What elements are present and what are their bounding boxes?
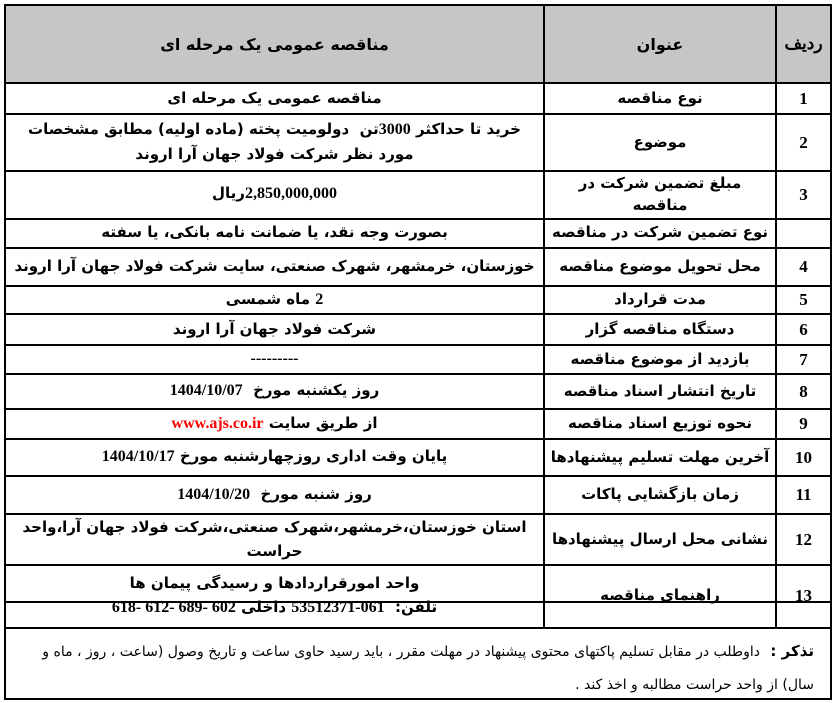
- table-header-row: [5, 5, 831, 83]
- table-row: [5, 345, 831, 374]
- value-text: خوزستان، خرمشهر، شهرک صنعتی، سایت شرکت فولاد جهان آرا اروند: [14, 256, 535, 275]
- row-title-cell: موضوع: [544, 114, 776, 171]
- value-text: ریال: [212, 184, 245, 203]
- row-number-cell: 4: [776, 248, 831, 286]
- row-number-cell: 2: [776, 114, 831, 171]
- row-value-cell: [5, 219, 544, 248]
- value-line: [11, 445, 538, 470]
- note-box: [4, 598, 832, 700]
- value-line: [11, 182, 538, 207]
- row-number-cell: 1: [776, 83, 831, 114]
- value-number: 061-53512371: [291, 598, 385, 616]
- row-number-cell: 13: [776, 565, 831, 628]
- row-value-cell: [5, 114, 544, 171]
- row-number-cell: 8: [776, 374, 831, 409]
- tender-table-wrap: [4, 4, 832, 629]
- value-line: [11, 412, 538, 437]
- table-row: [5, 219, 831, 248]
- value-line: [11, 288, 538, 313]
- row-number-cell: [776, 219, 831, 248]
- value-text: روز یکشنبه مورخ: [242, 381, 380, 400]
- header-title: عنوان: [544, 5, 776, 83]
- value-number: 3000: [378, 121, 411, 139]
- row-value-cell: [5, 439, 544, 476]
- row-title-cell: دستگاه مناقصه گزار: [544, 314, 776, 345]
- value-number: 602 -689 -612 -618: [111, 598, 236, 616]
- value-number: 1404/10/07: [169, 382, 243, 400]
- table-row: [5, 409, 831, 439]
- note-text: داوطلب در مقابل تسلیم پاکتهای محتوی پیشنهاد در مهلت مقرر ، باید رسید حاوی ساعت و تاریخ وصول (ساعت ، روز ، ماه و سال) از واحد حراست مطالبه و اخذ کند .: [42, 644, 814, 693]
- row-number-cell: 10: [776, 439, 831, 476]
- value-line: [11, 318, 538, 341]
- value-text: ماه شمسی: [225, 289, 316, 308]
- table-row: [5, 476, 831, 514]
- row-value-cell: [5, 409, 544, 439]
- value-line: [11, 255, 538, 278]
- row-title-cell: محل تحویل موضوع مناقصه: [544, 248, 776, 286]
- row-value-cell: [5, 248, 544, 286]
- value-line: [11, 379, 538, 404]
- row-title-cell: تاریخ انتشار اسناد مناقصه: [544, 374, 776, 409]
- row-title-cell: زمان بازگشایی پاکات: [544, 476, 776, 514]
- table-row: [5, 248, 831, 286]
- table-row: [5, 286, 831, 315]
- row-value-cell: [5, 514, 544, 565]
- row-title-cell: آخرین مهلت تسلیم پیشنهادها: [544, 439, 776, 476]
- value-line: [11, 221, 538, 244]
- row-number-cell: 9: [776, 409, 831, 439]
- value-number: 2,850,000,000: [244, 185, 337, 203]
- website-link[interactable]: www.ajs.co.ir: [171, 414, 264, 432]
- value-text: تن دولومیت پخته (ماده اولیه) مطابق مشخصات مورد نظر شرکت فولاد جهان آرا اروند: [28, 120, 414, 164]
- table-row: [5, 374, 831, 409]
- row-value-cell: [5, 83, 544, 114]
- tender-table-body: [5, 83, 831, 628]
- value-text: استان خوزستان،خرمشهر،شهرک صنعتی،شرکت فولاد جهان آرا،واحد حراست: [22, 518, 527, 560]
- value-text: داخلی: [235, 597, 292, 616]
- row-value-cell: [5, 476, 544, 514]
- value-text: تلفن:: [384, 597, 438, 616]
- row-number-cell: 7: [776, 345, 831, 374]
- value-number: 1404/10/17: [101, 448, 175, 466]
- table-row: [5, 114, 831, 171]
- value-text: پایان وقت اداری روزچهارشنبه مورخ: [174, 447, 448, 466]
- row-title-cell: نحوه توزیع اسناد مناقصه: [544, 409, 776, 439]
- row-number-cell: 12: [776, 514, 831, 565]
- row-title-cell: مبلغ تضمین شرکت در مناقصه: [544, 171, 776, 219]
- table-row: [5, 439, 831, 476]
- value-line: [11, 516, 538, 563]
- row-title-cell: نوع مناقصه: [544, 83, 776, 114]
- value-text: خرید تا حداکثر: [410, 120, 521, 139]
- value-text: از طریق سایت: [263, 413, 378, 432]
- value-text: بصورت وجه نقد، یا ضمانت نامه بانکی، یا سفته: [101, 223, 448, 242]
- value-line: [11, 87, 538, 110]
- row-title-cell: مدت قرارداد: [544, 286, 776, 315]
- value-number: 1404/10/20: [177, 485, 251, 503]
- value-line: [11, 572, 538, 595]
- row-value-cell: [5, 374, 544, 409]
- row-title-cell: نوع تضمین شرکت در مناقصه: [544, 219, 776, 248]
- value-text: واحد امورقراردادها و رسیدگی پیمان ها: [129, 574, 420, 593]
- table-row: [5, 314, 831, 345]
- value-line: [11, 118, 538, 166]
- table-row: [5, 83, 831, 114]
- row-title-cell: نشانی محل ارسال پیشنهادها: [544, 514, 776, 565]
- row-value-cell: [5, 286, 544, 315]
- header-tender-type: مناقصه عمومی یک مرحله ای: [5, 5, 544, 83]
- row-value-cell: [5, 314, 544, 345]
- tender-table: [4, 4, 832, 629]
- row-title-cell: بازدید از موضوع مناقصه: [544, 345, 776, 374]
- value-line: [11, 347, 538, 372]
- value-number: 2: [315, 290, 324, 308]
- row-number-cell: 11: [776, 476, 831, 514]
- table-row: [5, 171, 831, 219]
- note-label: تذکر :: [759, 642, 814, 660]
- table-row: [5, 514, 831, 565]
- row-number-cell: 6: [776, 314, 831, 345]
- row-number-cell: 5: [776, 286, 831, 315]
- value-text: روز شنبه مورخ: [250, 484, 372, 503]
- value-text: مناقصه عمومی یک مرحله ای: [167, 88, 382, 107]
- value-text: شرکت فولاد جهان آرا اروند: [172, 320, 377, 339]
- row-number-cell: 3: [776, 171, 831, 219]
- header-row-number: ردیف: [776, 5, 831, 83]
- row-value-cell: [5, 345, 544, 374]
- value-line: [11, 483, 538, 508]
- value-number: ---------: [250, 350, 299, 368]
- row-value-cell: [5, 171, 544, 219]
- row-title-cell: راهنمای مناقصه: [544, 565, 776, 628]
